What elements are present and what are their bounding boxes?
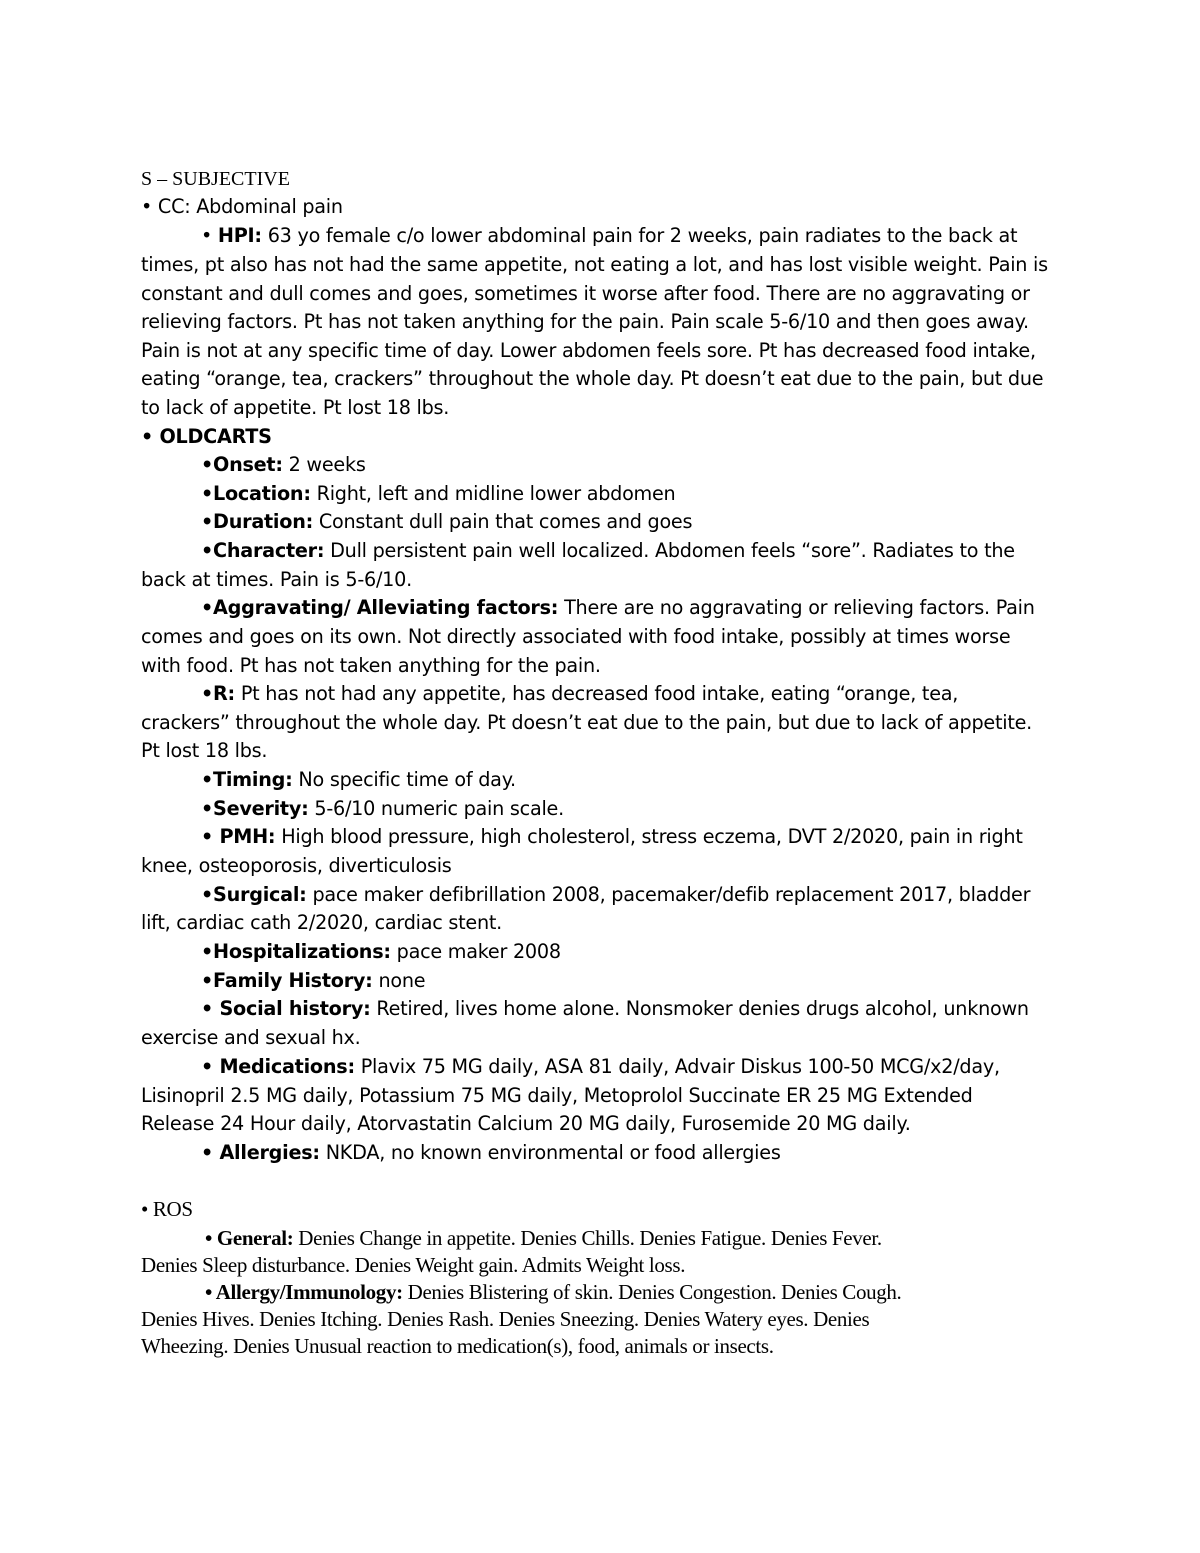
hospitalizations-label: •Hospitalizations: — [201, 940, 391, 963]
severity-label: •Severity: — [201, 797, 309, 820]
ros-allergy-label: • Allergy/Immunology: — [205, 1280, 403, 1304]
medications-cont: Lisinopril 2.5 MG daily, Potassium 75 MG daily, Metoprolol Succinate ER 25 MG Extended — [141, 1084, 973, 1107]
chief-complaint: • CC: Abdominal pain — [141, 195, 343, 218]
family-history-line: •Family History: none — [201, 969, 426, 992]
ros-general-line: • General: Denies Change in appetite. Denies Chills. Denies Fatigue. Denies Fever. — [205, 1226, 882, 1250]
social-history-cont: exercise and sexual hx. — [141, 1026, 361, 1049]
pmh-cont: knee, osteoporosis, diverticulosis — [141, 854, 452, 877]
ros-allergy-cont: Denies Hives. Denies Itching. Denies Rash. Denies Sneezing. Denies Watery eyes. Denies — [141, 1307, 870, 1331]
aggravating-cont: comes and goes on its own. Not directly associated with food intake, possibly at times worse — [141, 625, 1011, 648]
pmh-label: • PMH: — [201, 825, 276, 848]
hpi-text: 63 yo female c/o lower abdominal pain for 2 weeks, pain radiates to the back at — [261, 224, 1018, 247]
hpi-line: constant and dull comes and goes, sometimes it worse after food. There are no aggravating or — [141, 282, 1030, 305]
character-line: •Character: Dull persistent pain well localized. Abdomen feels “sore”. Radiates to the — [201, 539, 1015, 562]
character-cont: back at times. Pain is 5-6/10. — [141, 568, 412, 591]
hpi-line: eating “orange, tea, crackers” throughout the whole day. Pt doesn’t eat due to the pain, but due — [141, 367, 1044, 390]
radiation-label: •R: — [201, 682, 235, 705]
allergies-line: • Allergies: NKDA, no known environmental or food allergies — [201, 1141, 781, 1164]
aggravating-line: •Aggravating/ Alleviating factors: There are no aggravating or relieving factors. Pain — [201, 596, 1035, 619]
location-label: •Location: — [201, 482, 311, 505]
timing-label: •Timing: — [201, 768, 293, 791]
hospitalizations-line: •Hospitalizations: pace maker 2008 — [201, 940, 561, 963]
section-title: S – SUBJECTIVE — [141, 168, 290, 190]
aggravating-cont: with food. Pt has not taken anything for the pain. — [141, 654, 601, 677]
hpi-line: Pain is not at any specific time of day. Lower abdomen feels sore. Pt has decreased food intake, — [141, 339, 1036, 362]
timing-line: •Timing: No specific time of day. — [201, 768, 516, 791]
hpi-line: times, pt also has not had the same appetite, not eating a lot, and has lost visible weight. Pain is — [141, 253, 1048, 276]
surgical-line: •Surgical: pace maker defibrillation 2008, pacemaker/defib replacement 2017, bladder — [201, 883, 1031, 906]
medications-line: • Medications: Plavix 75 MG daily, ASA 81 daily, Advair Diskus 100-50 MCG/x2/day, — [201, 1055, 1000, 1078]
family-history-label: •Family History: — [201, 969, 373, 992]
hpi-label: HPI: — [217, 224, 262, 247]
onset-line: •Onset: 2 weeks — [201, 453, 366, 476]
hpi-bullet: • — [201, 224, 218, 247]
aggravating-label: •Aggravating/ Alleviating factors: — [201, 596, 559, 619]
duration-label: •Duration: — [201, 510, 314, 533]
severity-line: •Severity: 5-6/10 numeric pain scale. — [201, 797, 564, 820]
medications-cont: Release 24 Hour daily, Atorvastatin Calcium 20 MG daily, Furosemide 20 MG daily. — [141, 1112, 911, 1135]
ros-general-cont: Denies Sleep disturbance. Denies Weight gain. Admits Weight loss. — [141, 1253, 686, 1277]
ros-general-label: • General: — [205, 1226, 294, 1250]
ros-allergy-line: • Allergy/Immunology: Denies Blistering of skin. Denies Congestion. Denies Cough. — [205, 1280, 902, 1304]
hpi-line: relieving factors. Pt has not taken anything for the pain. Pain scale 5-6/10 and then goes away. — [141, 310, 1029, 333]
radiation-cont: Pt lost 18 lbs. — [141, 739, 268, 762]
ros-heading: • ROS — [141, 1197, 193, 1221]
location-line: •Location: Right, left and midline lower abdomen — [201, 482, 676, 505]
pmh-line: • PMH: High blood pressure, high cholesterol, stress eczema, DVT 2/2020, pain in right — [201, 825, 1023, 848]
oldcarts-heading: • OLDCARTS — [141, 425, 272, 448]
allergies-label: • Allergies: — [201, 1141, 320, 1164]
radiation-cont: crackers” throughout the whole day. Pt doesn’t eat due to the pain, but due to lack of appetite. — [141, 711, 1033, 734]
radiation-line: •R: Pt has not had any appetite, has decreased food intake, eating “orange, tea, — [201, 682, 959, 705]
social-history-label: • Social history: — [201, 997, 371, 1020]
social-history-line: • Social history: Retired, lives home alone. Nonsmoker denies drugs alcohol, unknown — [201, 997, 1029, 1020]
surgical-label: •Surgical: — [201, 883, 307, 906]
hpi-line — [201, 223, 1017, 249]
duration-line: •Duration: Constant dull pain that comes and goes — [201, 510, 693, 533]
onset-label: •Onset: — [201, 453, 283, 476]
hpi-line: to lack of appetite. Pt lost 18 lbs. — [141, 396, 450, 419]
medications-label: • Medications: — [201, 1055, 355, 1078]
surgical-cont: lift, cardiac cath 2/2020, cardiac stent. — [141, 911, 503, 934]
ros-allergy-cont: Wheezing. Denies Unusual reaction to medication(s), food, animals or insects. — [141, 1334, 774, 1358]
character-label: •Character: — [201, 539, 325, 562]
